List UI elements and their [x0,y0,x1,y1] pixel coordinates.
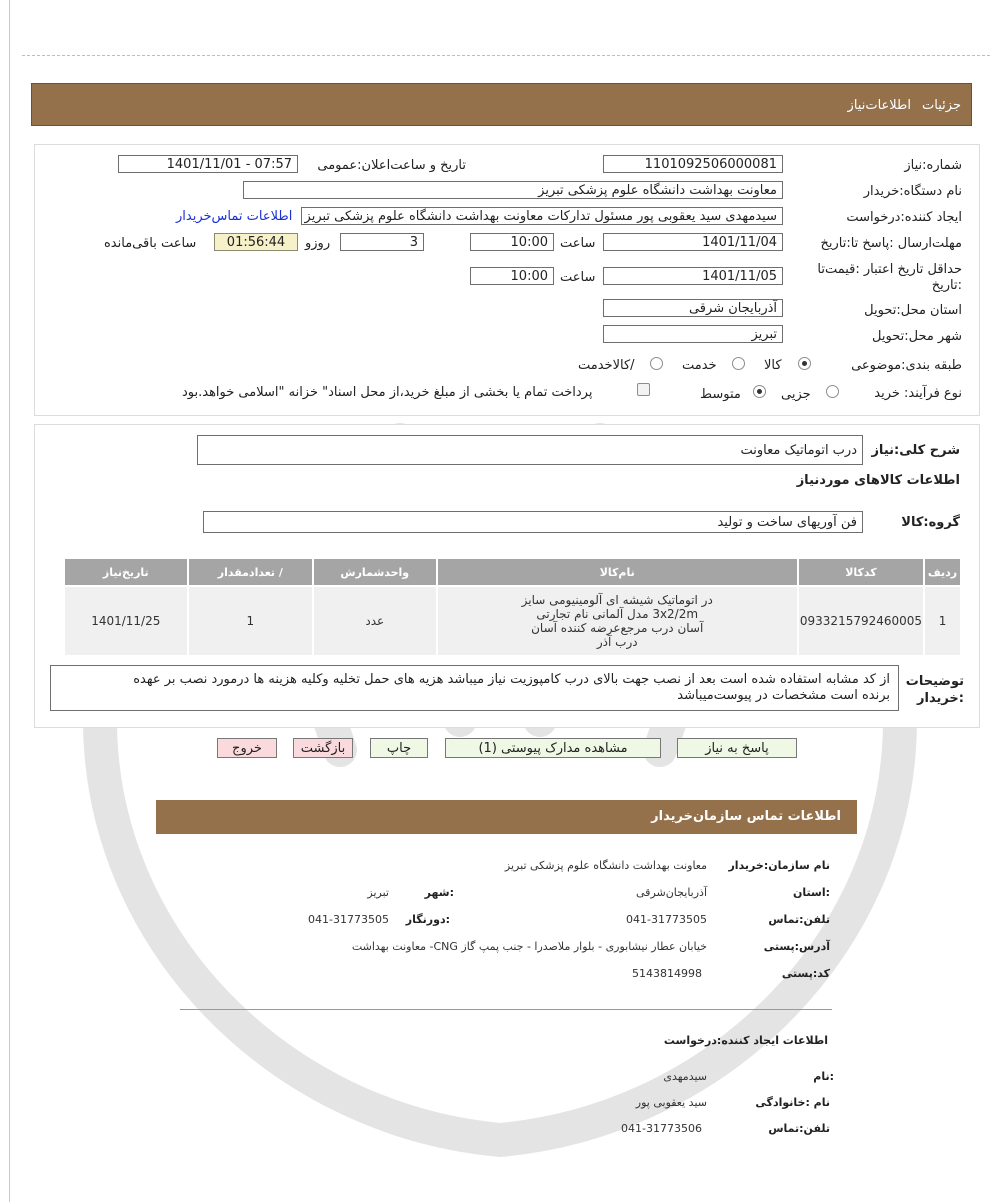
buyer-contact-header [156,800,857,834]
remaining-time-field: 01:56:44 [214,233,298,251]
col-quantity: / تعدادمقدار [189,559,312,585]
category-service-radio[interactable] [732,357,745,370]
goods-table [63,557,962,657]
delivery-province-field: آذربایجان شرقی [603,299,783,317]
category-goods-radio[interactable] [798,357,811,370]
goods-group-label: گروه:کالا [901,515,960,530]
contact-divider [180,1009,832,1010]
cell-name-line: در اتوماتیک شیشه ای آلومینیومی سایز [521,593,713,607]
col-code: کدکالا [799,559,923,585]
buyer-org-label: نام دستگاه:خریدار [863,184,962,199]
process-minor-label: جزیی [781,387,811,402]
buyer-notes-label-2: :خریدار [917,691,964,706]
cell-code: 0933215792460005 [799,587,923,655]
days-field: 3 [340,233,424,251]
announce-date-label: تاریخ و ساعت‌اعلان:عمومی [317,158,466,173]
creator-name-value: سیدمهدی [663,1070,707,1083]
category-service-label: خدمت [682,358,717,373]
category-goods-service-label: /کالاخدمت [578,358,635,373]
days-label: روزو [305,236,331,251]
remaining-time-label: ساعت باقی‌مانده [104,236,197,251]
tab-details[interactable]: جزئیات [922,98,961,113]
top-dotted-divider [22,55,990,56]
exit-button[interactable]: خروج [217,738,277,758]
contact-phone-label: تلفن:تماس [768,913,830,926]
reply-time-field: 10:00 [470,233,554,251]
cell-quantity: 1 [189,587,312,655]
creator-family-label: نام :خانوادگی [755,1096,830,1109]
tab-need-info[interactable]: اطلاعات‌نیاز [847,98,911,113]
reply-button[interactable]: پاسخ به نیاز [677,738,797,758]
buyer-org-field: معاونت بهداشت دانشگاه علوم پزشکی تبریز [243,181,783,199]
creator-phone-label: تلفن:تماس [768,1122,830,1135]
cell-name-line: درب آذر [596,635,638,649]
contact-fax-value: 041-31773505 [308,913,389,926]
cell-row: 1 [925,587,960,655]
cell-name-line: 3x2/2m مدل آلمانی نام تجارتی [536,607,699,621]
category-label: طبقه بندی:موضوعی [851,358,962,373]
creator-family-value: سید یعقوبی پور [635,1096,707,1109]
treasury-payment-text: پرداخت تمام یا بخشی از مبلغ خرید،از محل اسناد" خزانه "اسلامی خواهد.بود [182,385,593,400]
buyer-notes-line: برنده است مشخصات در پیوست‌میباشد [677,688,890,703]
need-number-field: 1101092506000081 [603,155,783,173]
goods-group-field: فن آوریهای ساخت و تولید [203,511,863,533]
print-button[interactable]: چاپ [370,738,428,758]
price-validity-label-2: :تاریخ [931,278,962,293]
validity-time-field: 10:00 [470,267,554,285]
delivery-city-field: تبریز [603,325,783,343]
creator-info-title: اطلاعات ایجاد کننده:درخواست [663,1034,828,1047]
contact-org-value: معاونت بهداشت دانشگاه علوم پزشکی تبریز [504,859,707,872]
creator-phone-value: 041-31773506 [621,1122,702,1135]
announce-date-field: 1401/11/01 - 07:57 [118,155,298,173]
buyer-notes-field [50,665,899,711]
delivery-province-label: استان محل:تحویل [864,303,962,318]
page-left-border [9,0,10,1202]
contact-city-label: :شهر [424,886,454,899]
goods-info-title: اطلاعات کالاهای موردنیاز [796,473,960,488]
contact-address-label: آدرس:پستی [763,940,830,953]
col-unit: واحدشمارش [314,559,436,585]
buyer-contact-title: اطلاعات تماس سازمان‌خریدار [651,809,841,824]
buyer-notes-label: توضیحات [905,674,964,689]
view-attachments-button[interactable]: مشاهده مدارک پیوستی (1) [445,738,661,758]
contact-postal-value: 5143814998 [632,967,702,980]
reply-date-field: 1401/11/04 [603,233,783,251]
process-medium-radio[interactable] [753,385,766,398]
price-validity-label: حداقل تاریخ اعتبار :قیمت‌تا [817,262,962,277]
details-header-bar [31,83,972,126]
buyer-notes-line: از کد مشابه استفاده شده است بعد از نصب جهت بالای درب کامپوزیت نیاز میباشد هزیه های حمل تخلیه وکلیه هزینه ها درمورد نصب بر عهده [133,672,890,687]
category-goods-service-radio[interactable] [650,357,663,370]
table-row [65,587,960,655]
general-description-label: شرح کلی:نیاز [871,443,960,458]
contact-postal-label: کد:پستی [781,967,830,980]
buyer-contact-link[interactable]: اطلاعات تماس‌خریدار [176,209,293,224]
cell-unit: عدد [314,587,436,655]
process-type-label: نوع فرآیند: خرید [874,386,962,401]
reply-deadline-label: مهلت‌ارسال :پاسخ تا:تاریخ [820,236,962,251]
creator-field: سیدمهدی سید یعقوبی پور مسئول تداركات معاونت بهداشت دانشگاه علوم پزشکی تبریز [301,207,783,225]
contact-address-value: خیابان عطار نیشابوری - بلوار ملاصدرا - جنب پمپ گاز CNG- معاونت بهداشت [351,940,707,953]
creator-label: ایجاد کننده:درخواست [846,210,962,225]
col-name: نام‌کالا [438,559,797,585]
reply-hour-label: ساعت [560,236,596,251]
category-goods-label: کالا [764,358,782,373]
need-number-label: شماره:نیاز [904,158,962,173]
col-row: ردیف [925,559,960,585]
general-description-field: درب اتوماتیک معاونت [197,435,863,465]
validity-hour-label: ساعت [560,270,596,285]
delivery-city-label: شهر محل:تحویل [872,329,962,344]
treasury-payment-checkbox[interactable] [637,383,650,396]
cell-need-date: 1401/11/25 [65,587,187,655]
contact-org-label: نام سازمان:خریدار [728,859,830,872]
contact-province-label: :استان [793,886,830,899]
cell-name-line: آسان درب مرجع‌عرضه کننده آسان [531,621,704,635]
contact-fax-label: :دورنگار [405,913,450,926]
back-button[interactable]: بازگشت [293,738,353,758]
validity-date-field: 1401/11/05 [603,267,783,285]
cell-name [438,587,797,655]
contact-phone-value: 041-31773505 [626,913,707,926]
process-minor-radio[interactable] [826,385,839,398]
process-medium-label: متوسط [700,387,741,402]
contact-province-value: آذربایجان‌شرقی [636,886,707,899]
contact-city-value: تبریز [367,886,389,899]
col-need-date: تاریخ‌نیاز [65,559,187,585]
creator-name-label: :نام [813,1070,834,1083]
